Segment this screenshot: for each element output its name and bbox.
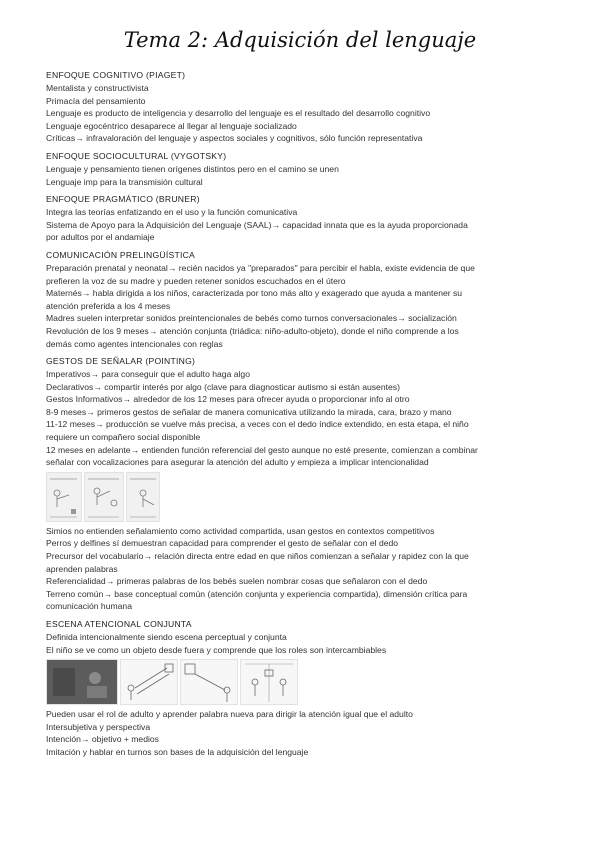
text-line: Lenguaje egocéntrico desaparece al llegar al lenguaje socializado (46, 120, 297, 131)
section-comunicacion-prelinguistica (46, 249, 556, 350)
joint-attention-figure (46, 659, 556, 705)
text-line: prefieren la voz de su madre y pueden retener sonidos escuchados en el útero (46, 275, 346, 286)
text-line: Lenguaje y pensamiento tienen orígenes distintos pero en el camino se unen (46, 163, 339, 174)
text-line: Críticas→ infravaloración del lenguaje y aspectos sociales y cognitivos, sólo función representativa (46, 133, 423, 144)
text-line: Terreno común→ base conceptual común (atención conjunta y experiencia compartida), dimensión crítica para (46, 588, 468, 599)
text-line: Madres suelen interpretar sonidos preintencionales de bebés como turnos conversacionales→ socialización (46, 313, 457, 324)
text-line: Integra las teorías enfatizando en el uso y la función comunicativa (46, 207, 298, 218)
text-line: Lenguaje es producto de inteligencia y desarrollo del lenguaje es el resultado del desarrollo cognitivo (46, 108, 431, 119)
text-line: por adultos por el andamiaje (46, 232, 155, 243)
text-line: Referencialidad→ primeras palabras de los bebés suelen nombrar cosas que señalaron con el dedo (46, 576, 428, 587)
section-heading: COMUNICACIÓN PRELINGÜÍSTICA (46, 249, 196, 260)
text-line: demás como agentes intencionales con reglas (46, 338, 223, 349)
text-line: Declarativos→ compartir interés por algo (clave para diagnosticar autismo si están ausentes) (46, 381, 400, 392)
text-line: 11-12 meses→ producción se vuelve más precisa, a veces con el dedo índice extendido, en esta etapa, el niño (46, 419, 469, 430)
text-line: Precursor del vocabulario→ relación directa entre edad en que niños comienzan a señalar y rapidez con la que (46, 551, 469, 562)
text-line: Intención→ objetivo + medios (46, 734, 159, 745)
section-heading: ENFOQUE SOCIOCULTURAL (VYGOTSKY) (46, 150, 227, 161)
text-line: 12 meses en adelante→ entienden función referencial del gesto aunque no esté presente, comienzan a combinar (46, 444, 478, 455)
text-line: Imperativos→ para conseguir que el adulto haga algo (46, 369, 250, 380)
text-line: Preparación prenatal y neonatal→ recién nacidos ya "preparados" para percibir el habla, existe evidencia de que (46, 262, 475, 273)
diagram-panel (180, 659, 238, 705)
text-line: comunicación humana (46, 601, 132, 612)
page-title: Tema 2: Adquisición del lenguaje (123, 28, 477, 52)
text-line: señalar con vocalizaciones para asegurar la atención del adulto y empieza a implicar intencionalidad (46, 457, 429, 468)
section-heading: ENFOQUE COGNITIVO (PIAGET) (46, 70, 186, 80)
text-line: Maternés→ habla dirigida a los niños, caracterizada por tono más alto y exagerado que ayuda a mantener su (46, 288, 463, 299)
pointing-illustration-panel (126, 472, 160, 522)
text-line: Primacía del pensamiento (46, 95, 146, 106)
section-enfoque-sociocultural (46, 150, 556, 188)
text-line: Gestos Informativos→ alrededor de los 12 meses para ofrecer ayuda o proporcionar info al otro (46, 394, 410, 405)
text-line: Simios no entienden señalamiento como actividad compartida, usan gestos en contextos competitivos (46, 525, 435, 536)
section-escena-atencional-conjunta (46, 618, 556, 759)
document-body (46, 69, 556, 764)
text-line: Imitación y hablar en turnos son bases de la adquisición del lenguaje (46, 746, 309, 757)
text-line: atención preferida a los 4 meses (46, 300, 171, 311)
section-heading: ESCENA ATENCIONAL CONJUNTA (46, 619, 192, 629)
text-line: Sistema de Apoyo para la Adquisición del Lenguaje (SAAL)→ capacidad innata que es la ayuda proporcionada (46, 219, 468, 230)
diagram-panel (120, 659, 178, 705)
text-line: Pueden usar el rol de adulto y aprender palabra nueva para dirigir la atención igual que el adulto (46, 709, 413, 720)
pointing-illustration-panel (46, 472, 82, 522)
photo-panel (46, 659, 118, 705)
text-line: Mentalista y constructivista (46, 83, 149, 93)
pointing-illustration-panel (84, 472, 124, 522)
section-heading: GESTOS DE SEÑALAR (POINTING) (46, 356, 196, 367)
text-line: 8-9 meses→ primeros gestos de señalar de manera comunicativa utilizando la mirada, cara, brazo y mano (46, 406, 452, 417)
text-line: Definida intencionalmente siendo escena perceptual y conjunta (46, 632, 287, 642)
text-line: requiere un compañero social disponible (46, 432, 201, 443)
text-line: Lenguaje imp para la transmisión cultural (46, 176, 203, 187)
pointing-gestures-figure (46, 472, 556, 522)
text-line: Perros y delfines sí demuestran capacidad para comprender el gesto de señalar con el dedo (46, 538, 399, 549)
section-enfoque-pragmatico (46, 193, 556, 244)
text-line: Intersubjetiva y perspectiva (46, 721, 151, 732)
section-gestos-senalar (46, 355, 556, 613)
section-enfoque-cognitivo (46, 69, 556, 145)
text-line: Revolución de los 9 meses→ atención conjunta (triádica: niño-adulto-objeto), donde el niño comprende a los (46, 325, 459, 336)
section-heading: ENFOQUE PRAGMÁTICO (BRUNER) (46, 194, 200, 205)
diagram-panel (240, 659, 298, 705)
text-line: El niño se ve como un objeto desde fuera y comprende que los roles son intercambiables (46, 644, 387, 655)
text-line: aprenden palabras (46, 563, 118, 574)
